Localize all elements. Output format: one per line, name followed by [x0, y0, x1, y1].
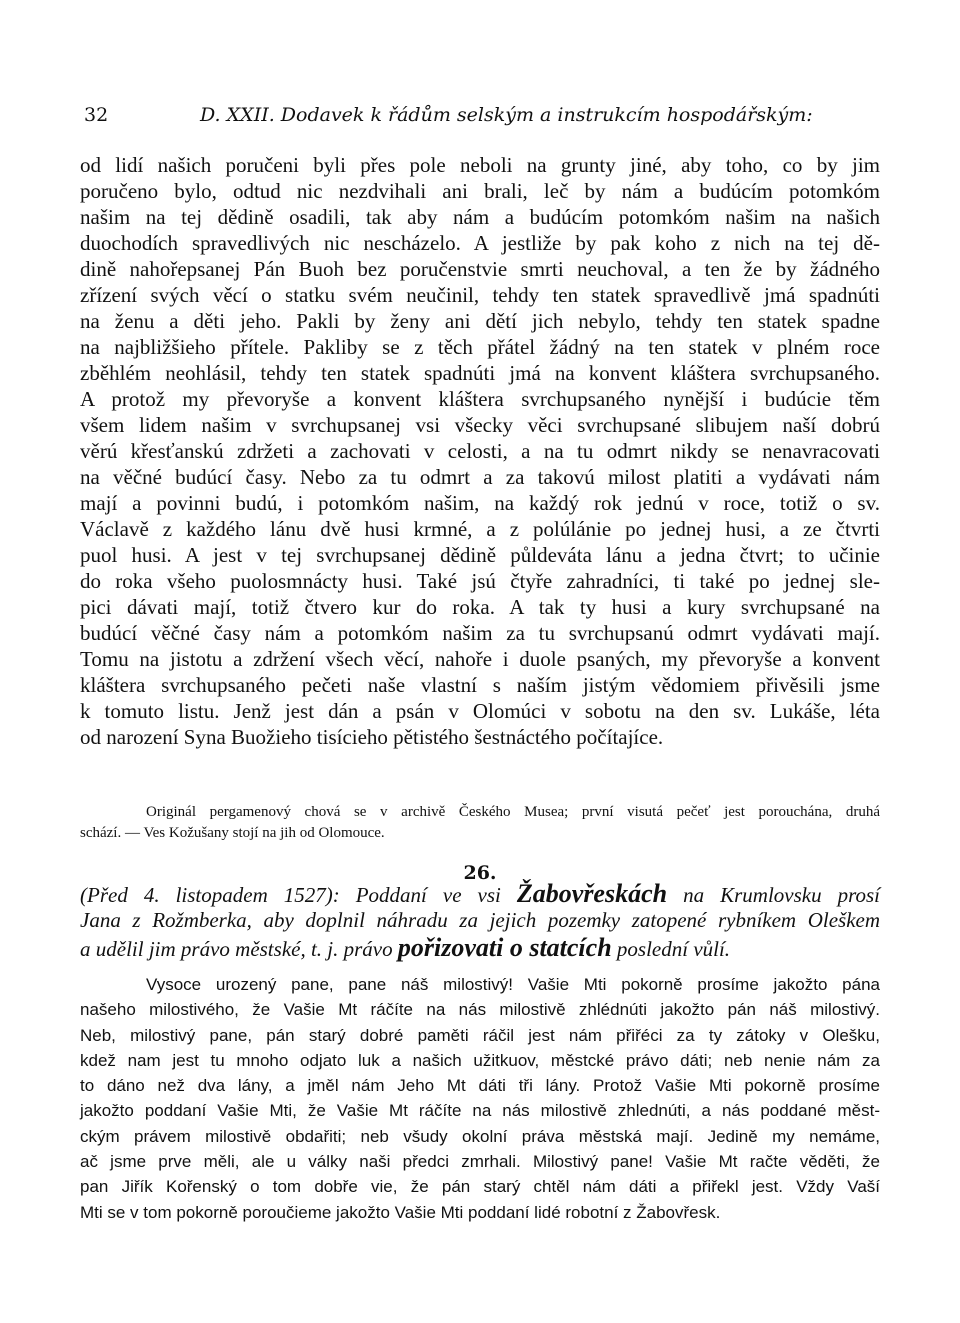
- text-line: všem lidem našim v svrchupsanej vsi všecky věci svrchupsané slibujem naší dobrú: [80, 413, 880, 437]
- source-note: [80, 802, 880, 844]
- document-regest: [80, 880, 880, 961]
- regest-line: [80, 907, 880, 934]
- regest-text: a udělil jim právo městské, t. j. právo: [80, 937, 398, 961]
- text-line: Tomu na jistotu a zdržení všech věcí, nahoře i duole psaných, my převoryše a konvent: [80, 647, 880, 671]
- letter-line: ač jsme prve měli, ale u války naši předci zmrhali. Milostivý pane! Vašie Mt račte věděti, že: [80, 1152, 880, 1172]
- letter-line: Mti se v tom pokorně poroučieme jakožto Vašie Mti poddaní lidé robotní z Žabovřesk.: [80, 1202, 721, 1222]
- note-line: schází. — Ves Kožušany stojí na jih od Olomouce.: [80, 825, 385, 841]
- regest-text: na Krumlovsku prosí: [667, 883, 881, 907]
- text-line: pici dávati mají, totiž čtvero kur do roka. A tak ty husi a kury svrchupsané na: [80, 595, 880, 619]
- text-line: na najbližšieho přítele. Pakliby se z těch přátel žádný na ten statek v plném roce: [80, 335, 880, 359]
- letter-line: našeho milostivého, že Vašie Mt ráčíte na nás milostivě zhlédnúti jakožto pán náš milostivý.: [80, 1000, 880, 1020]
- letter-line: pan Jiřík Kořenský o tom dobře vie, že pán starý chtěl nám dáti a přiřekl jest. Vždy Vaší: [80, 1177, 880, 1197]
- regest-text: poslední vůlí.: [611, 937, 731, 961]
- text-line: poručeno bylo, odtud nic nezdvihali ani brali, leč by nám a budúcím potomkóm: [80, 179, 880, 203]
- text-line: budúcí věčné časy nám a potomkóm našim za tu svrchupsanú odmrt vydávati mají.: [80, 621, 880, 645]
- text-line: od lidí našich poručeni byli přes pole neboli na grunty jiné, aby toho, co by jim: [80, 153, 880, 177]
- letter-line: kdež nam jest tu mnoho odjato luk a našich užitkuov, městcké právo dáti; neb nenie nám za: [80, 1050, 880, 1070]
- text-line: našim na tej dědině osadili, tak aby nám a budúcím potomkóm našim na našich: [80, 205, 880, 229]
- letter-text: [80, 972, 880, 1225]
- regest-text: Jana z Rožmberka, aby doplnil náhradu za jejich pozemky zatopené rybníkem Oleškem: [80, 908, 880, 932]
- letter-line: Neb, milostivý pane, pán starý dobré paměti ráčil jest nám přiřéci za ty zátoky v Olešku,: [80, 1025, 880, 1045]
- regest-text: (Před 4. listopadem 1527): Poddaní ve vsi: [80, 883, 517, 907]
- text-line: věrú křesťanskú zdržeti a zachovati v celosti, a na tu odmrt nikdy se nenavracovati: [80, 439, 880, 463]
- regest-line: [80, 934, 880, 961]
- letter-line: ckým právem milostivě obdařiti; neb všudy okolní práva městská mají. Jedině my nemáme,: [80, 1126, 880, 1146]
- running-head: [84, 104, 882, 130]
- note-line: Originál pergamenový chová se v archivě Českého Musea; první visutá pečeť jest porouchána, druhá: [146, 804, 880, 820]
- text-line: Václavě z každého lánu dvě husi krmné, a z polúlánie po jednej husi, a ze čtvrti: [80, 517, 880, 541]
- text-line: zběhlém neohlásil, tehdy ten statek spadnúti jmá na konvent kláštera svrchupsaného.: [80, 361, 880, 385]
- text-line: puol husi. A jest v tej svrchupsanej dědině půldeváta lánu a jedna čtvrt; to učinie: [80, 543, 880, 567]
- document-number: 26.: [463, 862, 497, 884]
- text-line: do roka všeho puolosmnácty husi. Také jsú čtyře zahradníci, ti také po jednej sle-: [80, 569, 880, 593]
- letter-line: Vysoce urozený pane, pane náš milostivý! Vašie Mti pokorně prosíme jakožto pána: [146, 975, 880, 994]
- regest-emphasis: pořizovati o statcích: [397, 933, 612, 962]
- regest-line: [80, 880, 880, 907]
- text-line: zřízení svých věcí o statku svém neučinil, tehdy ten statek spravedlivě jmá spadnúti: [80, 283, 880, 307]
- page-number: 32: [84, 104, 109, 126]
- text-line: na věčné budúcí časy. Nebo za tu odmrt a za takovú milost platiti a vydávati nám: [80, 465, 880, 489]
- text-line: na ženu a děti jeho. Pakli by ženy ani dětí jich nebylo, tehdy ten statek spadne: [80, 309, 880, 333]
- text-line: mají a povinni budú, i potomkóm našim, na každý rok jednú v roce, totiž o sv.: [80, 491, 880, 515]
- text-line: duochodích spravedlivých nic nescházelo. A jestliže by pak koho z nich na tej dě-: [80, 231, 880, 255]
- text-line: kláštera svrchupsaného pečeti naše vlastní s naším jistým vědomiem přivěsili jsme: [80, 673, 880, 697]
- text-line: k tomuto listu. Jenž jest dán a psán v Olomúci v sobotu na den sv. Lukáše, léta: [80, 699, 880, 723]
- text-line: od narození Syna Buožieho tisícieho pětistého šestnáctého počítajíce.: [80, 725, 664, 749]
- running-title: D. XXII. Dodavek k řádům selským a instrukcím hospodářským:: [200, 104, 813, 126]
- text-line: dině nahořepsanej Pán Buoh bez poručenstvie smrti neuchoval, a ten že by žádného: [80, 257, 880, 281]
- text-line: A protož my převoryše a konvent kláštera svrchupsaného nynější i budúcie těm: [80, 387, 880, 411]
- main-text-block: [80, 152, 880, 750]
- regest-emphasis: Žabovřeskách: [516, 879, 668, 908]
- letter-line: to dáno než dva lány, a jměl nám Jeho Mt dáti tři lány. Protož Vašie Mti pokorně prosíme: [80, 1076, 880, 1096]
- letter-line: jakožto poddaní Vašie Mti, že Vašie Mt ráčíte na nás milostivě zhlednúti, a nás poddané měst-: [80, 1101, 880, 1121]
